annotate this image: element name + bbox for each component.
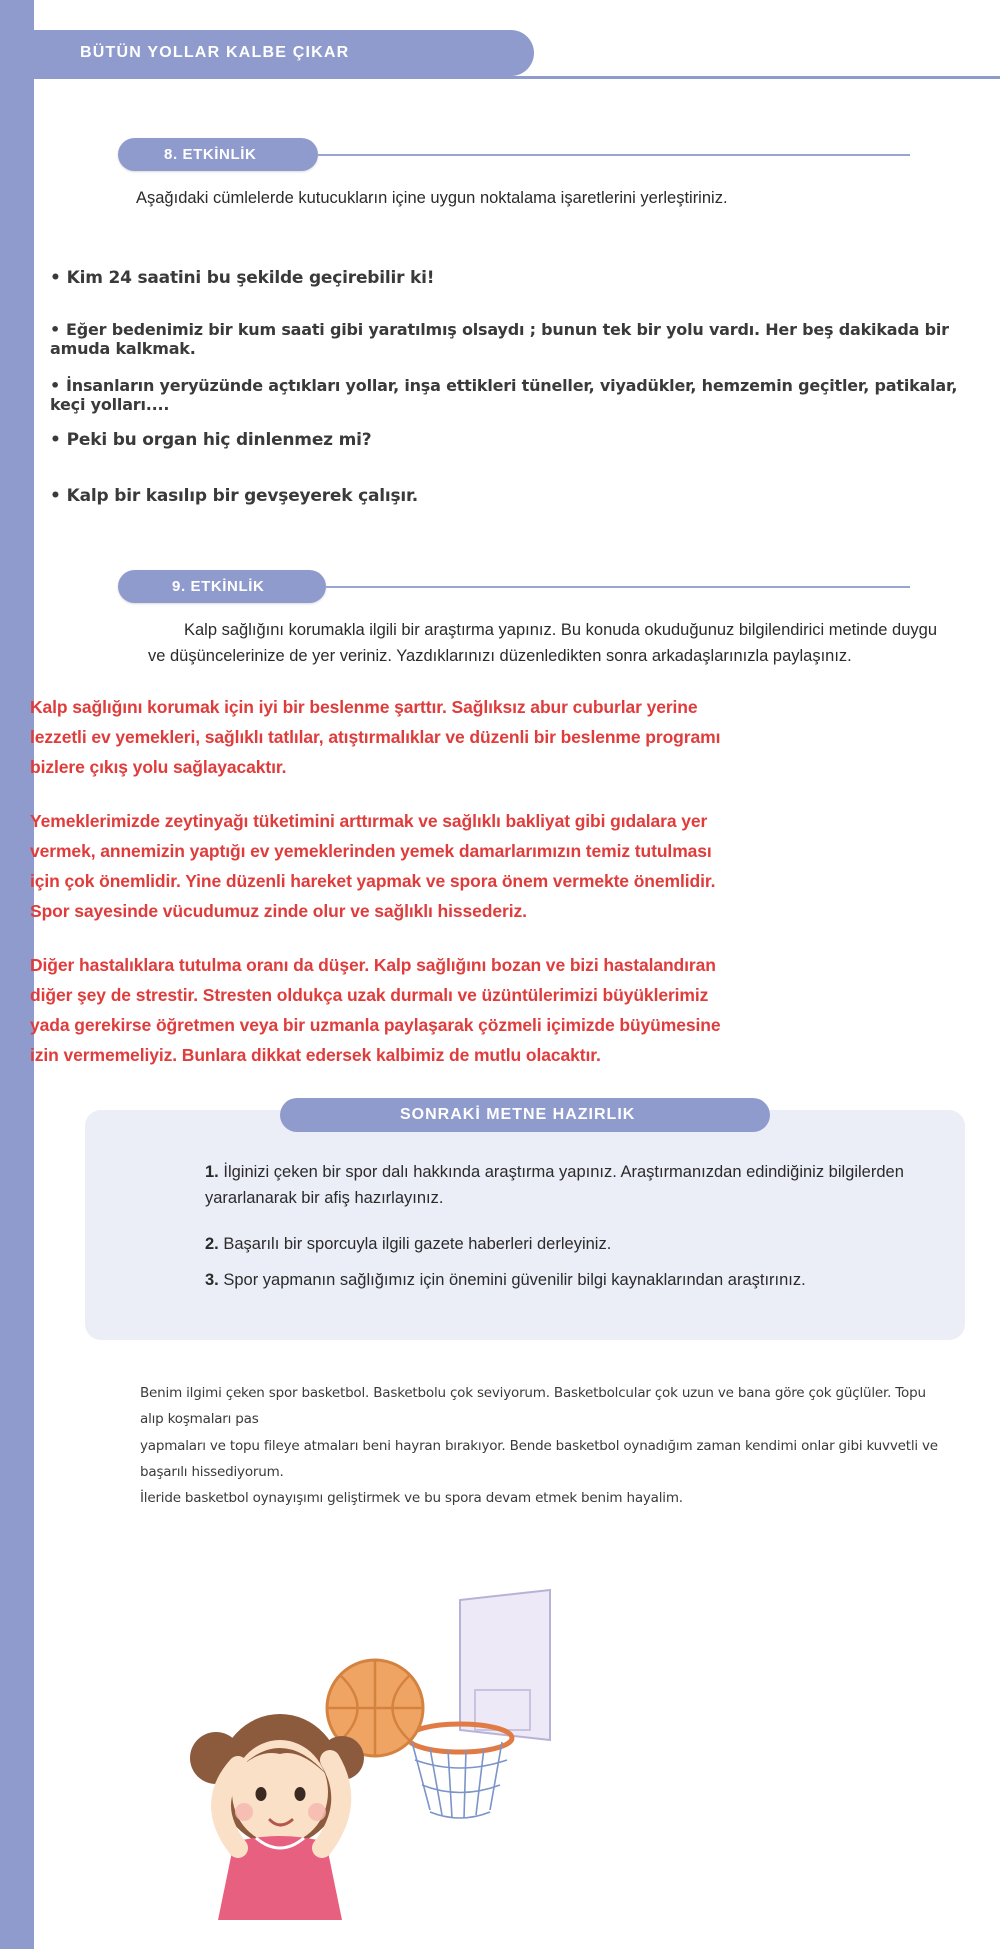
page-title: BÜTÜN YOLLAR KALBE ÇIKAR bbox=[80, 44, 350, 61]
activity-8-label: 8. ETKİNLİK bbox=[164, 146, 257, 163]
student-answer-line-2: lezzetli ev yemekleri, sağlıklı tatlılar, atıştırmalıklar ve düzenli bir beslenme programı bbox=[30, 727, 721, 747]
activity-9-label: 9. ETKİNLİK bbox=[172, 578, 265, 595]
hazirlik-item-1-text: İlginizi çeken bir spor dalı hakkında araştırma yapınız. Araştırmanızdan edindiğiniz bilgilerden yararlanarak bir afiş hazırlayınız. bbox=[205, 1163, 904, 1207]
bullet-icon: • bbox=[50, 268, 61, 288]
student-answer-line-7: Spor sayesinde vücudumuz zinde olur ve sağlıklı hissederiz. bbox=[30, 901, 527, 921]
hazirlik-item-3-number: 3. bbox=[205, 1271, 219, 1289]
hazirlik-item-1-number: 1. bbox=[205, 1163, 219, 1181]
student-answer-line-3: bizlere çıkış yolu sağlayacaktır. bbox=[30, 757, 287, 777]
bullet-icon: • bbox=[50, 486, 61, 506]
bottom-student-note bbox=[140, 1380, 940, 1512]
hazirlik-box bbox=[85, 1110, 965, 1340]
header-rule bbox=[34, 76, 1000, 79]
activity-9-instruction: Kalp sağlığını korumakla ilgili bir araştırma yapınız. Bu konuda okuduğunuz bilgilendirici metinde duygu ve düşüncelerinize de yer veriniz. Yazdıklarınızı düzenledikten sonra arkadaşlarınızla paylaşınız. bbox=[148, 621, 937, 665]
bullet-icon: • bbox=[50, 376, 61, 395]
activity-8-rule bbox=[318, 154, 910, 156]
bottom-note-line-3: İleride basketbol oynayışımı geliştirmek ve bu spora devam etmek benim hayalim. bbox=[140, 1490, 683, 1507]
hazirlik-item-2 bbox=[205, 1232, 925, 1258]
student-answer-line-10: yada gerekirse öğretmen veya bir uzmanla paylaşarak çözmeli içimizde büyümesine bbox=[30, 1015, 721, 1035]
handwritten-sentence-4: • Peki bu organ hiç dinlenmez mi? bbox=[50, 430, 372, 450]
student-answer-line-5: vermek, annemizin yaptığı ev yemeklerinden yemek damarlarımızın temiz tutulması bbox=[30, 841, 712, 861]
hazirlik-item-3-text: Spor yapmanın sağlığımız için önemini güvenilir bilgi kaynaklarından araştırınız. bbox=[223, 1271, 806, 1289]
student-answer-line-6: için çok önemlidir. Yine düzenli hareket yapmak ve spora önem vermekte önemlidir. bbox=[30, 871, 716, 891]
activity-8-instruction: Aşağıdaki cümlelerde kutucukların içine uygun noktalama işaretlerini yerleştiriniz. bbox=[136, 189, 728, 207]
hazirlik-item-1 bbox=[205, 1160, 925, 1211]
handwritten-sentence-5: • Kalp bir kasılıp bir gevşeyerek çalışır. bbox=[50, 486, 419, 506]
hazirlik-title: SONRAKİ METNE HAZIRLIK bbox=[400, 1106, 636, 1123]
handwritten-sentence-3: • İnsanların yeryüzünde açtıkları yollar, inşa ettikleri tüneller, viyadükler, hemzemin geçitler, patikalar, keçi yolları.... bbox=[50, 376, 958, 414]
student-answer-line-1: Kalp sağlığını korumak için iyi bir beslenme şarttır. Sağlıksız abur cuburlar yerine bbox=[30, 697, 698, 717]
activity-9-rule bbox=[326, 586, 910, 588]
student-answer-line-8: Diğer hastalıklara tutulma oranı da düşer. Kalp sağlığını bozan ve bizi hastalandıran bbox=[30, 955, 716, 975]
page-side-bar bbox=[0, 0, 34, 1949]
hazirlik-item-3 bbox=[205, 1268, 925, 1294]
student-answer-line-11: izin vermemeliyiz. Bunlara dikkat edersek kalbimiz de mutlu olacaktır. bbox=[30, 1045, 601, 1065]
hazirlik-item-2-number: 2. bbox=[205, 1235, 219, 1253]
page-number: 220 bbox=[46, 1868, 73, 1885]
bottom-note-line-1: Benim ilgimi çeken spor basketbol. Basketbolu çok seviyorum. Basketbolcular çok uzun ve bana göre çok güçlüler. Topu alıp koşmaları pas bbox=[140, 1385, 926, 1428]
illustration-girl-basketball bbox=[130, 1580, 650, 1920]
handwritten-sentence-1: • Kim 24 saatini bu şekilde geçirebilir ki! bbox=[50, 268, 435, 288]
bullet-icon: • bbox=[50, 430, 61, 450]
student-answer-line-4: Yemeklerimizde zeytinyağı tüketimini arttırmak ve sağlıklı bakliyat gibi gıdalara yer bbox=[30, 811, 708, 831]
bottom-note-line-2: yapmaları ve topu fileye atmaları beni hayran bırakıyor. Bende basketbol oynadığım zaman kendimi onlar gibi kuvvetli ve başarılı hissediyorum. bbox=[140, 1437, 938, 1480]
hazirlik-item-2-text: Başarılı bir sporcuyla ilgili gazete haberleri derleyiniz. bbox=[223, 1235, 612, 1253]
bullet-icon: • bbox=[50, 320, 61, 339]
student-answer-line-9: diğer şey de strestir. Stresten oldukça uzak durmalı ve üzüntülerimizi büyüklerimiz bbox=[30, 985, 709, 1005]
handwritten-sentence-2: • Eğer bedenimiz bir kum saati gibi yaratılmış olsaydı ; bunun tek bir yolu vardı. Her beş dakikada bir amuda kalkmak. bbox=[50, 320, 949, 358]
